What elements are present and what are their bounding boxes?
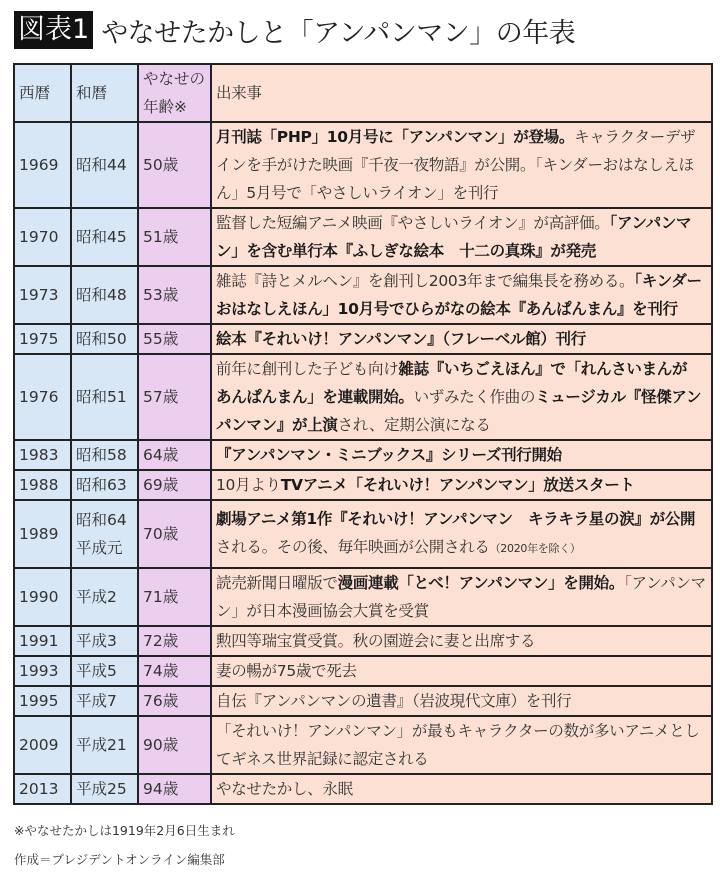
event-cell: [211, 656, 712, 686]
era-text: 昭和48: [76, 286, 127, 304]
age-cell: 53歳: [138, 266, 211, 324]
era-cell: [71, 122, 138, 208]
era-text: 昭和45: [76, 228, 127, 246]
table-row: [14, 324, 712, 354]
table-row: [14, 470, 712, 500]
year-cell: 1995: [14, 686, 71, 716]
era-text: 平成21: [76, 736, 127, 754]
event-text-bold: TVアニメ「それいけ！アンパンマン」放送スタート: [280, 476, 635, 494]
timeline-table: [13, 63, 713, 805]
table-row: [14, 500, 712, 568]
header-age-line2: 年齢※: [143, 98, 187, 116]
event-cell: [211, 354, 712, 440]
year-cell: 1988: [14, 470, 71, 500]
era-cell: [71, 208, 138, 266]
event-text: される。その後、毎年映画が公開される: [216, 538, 490, 556]
table-row: [14, 626, 712, 656]
era-text: 平成5: [76, 662, 117, 680]
age-cell: 72歳: [138, 626, 211, 656]
table-row: [14, 266, 712, 324]
event-text-bold: 「キンダーおはなしえほん」10月号でひらがなの絵本『あんぱんまん』を刊行: [216, 272, 702, 318]
year-cell: 1969: [14, 122, 71, 208]
table-row: [14, 122, 712, 208]
era-cell: [71, 324, 138, 354]
table-row: [14, 686, 712, 716]
era-cell: [71, 716, 138, 774]
age-cell: 74歳: [138, 656, 211, 686]
event-cell: [211, 500, 712, 568]
header-japanese-era: 和暦: [71, 64, 138, 122]
year-cell: 1983: [14, 440, 71, 470]
era-cell: [71, 686, 138, 716]
header-western-year: 西暦: [14, 64, 71, 122]
event-cell: [211, 208, 712, 266]
event-cell: [211, 324, 712, 354]
event-cell: [211, 716, 712, 774]
age-cell: 51歳: [138, 208, 211, 266]
header-event: 出来事: [211, 64, 712, 122]
event-cell: [211, 568, 712, 626]
event-text: 勲四等瑞宝賞受賞。秋の園遊会に妻と出席する: [216, 632, 536, 650]
age-cell: 70歳: [138, 500, 211, 568]
event-cell: [211, 626, 712, 656]
era-cell: [71, 656, 138, 686]
era-cell: [71, 470, 138, 500]
era-text: 平成3: [76, 632, 117, 650]
era-cell: [71, 500, 138, 568]
age-cell: 55歳: [138, 324, 211, 354]
event-text: 読売新聞日曜版で: [216, 574, 338, 592]
title-text: やなせたかしと「アンパンマン」の年表: [101, 17, 576, 49]
table-row: [14, 354, 712, 440]
table-row: [14, 716, 712, 774]
event-text: 監督した短編アニメ映画『やさしいライオン』が高評価。: [216, 214, 610, 232]
year-cell: 1973: [14, 266, 71, 324]
event-text-bold: 絵本『それいけ！アンパンマン』（フレーベル館）刊行: [216, 330, 586, 348]
year-cell: 1975: [14, 324, 71, 354]
event-text-bold: 雑誌『いちごえほん』で「れんさいまんが あんぱんまん」を連載開始。: [216, 360, 703, 406]
table-row: [14, 440, 712, 470]
event-cell: [211, 686, 712, 716]
credit: 作成＝プレジデントオンライン編集部: [14, 852, 225, 867]
event-text: いずみたく作曲の: [413, 388, 536, 406]
event-cell: [211, 774, 712, 804]
event-text: 雑誌『詩とメルヘン』を創刊し2003年まで編集長を務める。: [216, 272, 635, 290]
age-cell: 90歳: [138, 716, 211, 774]
year-cell: 1989: [14, 500, 71, 568]
table-header-row: [14, 64, 712, 122]
event-text: （2020年を除く）: [489, 542, 581, 555]
event-text: 妻の暢が75歳で死去: [216, 662, 357, 680]
event-text: 前年に創刊した子ども向け: [216, 360, 399, 378]
age-cell: 64歳: [138, 440, 211, 470]
era-cell: [71, 354, 138, 440]
table-row: [14, 208, 712, 266]
event-text-bold: 「アンパンマン」を含む単行本『ふしぎな絵本 十二の真珠』が発売: [216, 214, 692, 260]
event-cell: [211, 440, 712, 470]
era-text: 昭和50: [76, 330, 127, 348]
event-text: され、定期公演になる: [337, 416, 491, 434]
table-row: [14, 774, 712, 804]
era-text: 平成7: [76, 692, 117, 710]
event-text-bold: 劇場アニメ第1作『それいけ！アンパンマン キラキラ星の涙』が公開: [216, 510, 696, 528]
era-cell: [71, 626, 138, 656]
header-age-line1: やなせの: [143, 70, 206, 88]
era-text: 平成25: [76, 780, 127, 798]
year-cell: 1993: [14, 656, 71, 686]
event-text: 「アンパンマン」が日本漫画協会大賞を受賞: [216, 574, 706, 620]
event-text: 10月より: [216, 476, 281, 494]
table-row: [14, 568, 712, 626]
era-cell: [71, 440, 138, 470]
age-cell: 71歳: [138, 568, 211, 626]
event-text: 自伝『アンパンマンの遺書』（岩波現代文庫）を刊行: [216, 692, 572, 710]
event-text-bold: 『アンパンマン・ミニブックス』シリーズ刊行開始: [216, 446, 562, 464]
age-cell: 50歳: [138, 122, 211, 208]
event-text: 「それいけ！アンパンマン」が最もキャラクターの数が多いアニメとしてギネス世界記録に認定される: [216, 722, 700, 768]
event-text: やなせたかし、永眠: [216, 780, 353, 798]
era-text: 昭和58: [76, 446, 127, 464]
event-cell: [211, 122, 712, 208]
event-text-bold: 月刊誌「PHP」10月号に「アンパンマン」が登場。: [216, 128, 575, 146]
year-cell: 1991: [14, 626, 71, 656]
era-text: 昭和63: [76, 476, 127, 494]
year-cell: 1990: [14, 568, 71, 626]
age-cell: 76歳: [138, 686, 211, 716]
year-cell: 1976: [14, 354, 71, 440]
event-text-bold: ミュージカル『怪傑アンパンマン』が上演: [216, 388, 702, 434]
era-cell: [71, 774, 138, 804]
era-text: 昭和51: [76, 388, 127, 406]
era-cell: [71, 266, 138, 324]
year-cell: 1970: [14, 208, 71, 266]
figure-badge: 図表1: [14, 11, 93, 49]
era-text-2: 平成元: [76, 539, 123, 557]
era-text: 平成2: [76, 588, 117, 606]
era-text: 昭和44: [76, 156, 127, 174]
era-text: 昭和64: [76, 511, 127, 529]
era-cell: [71, 568, 138, 626]
chart-title: [14, 10, 575, 50]
year-cell: 2009: [14, 716, 71, 774]
age-cell: 94歳: [138, 774, 211, 804]
event-text: キャラクターデザインを手がけた映画『千夜一夜物語』が公開。「キンダーおはなしえほん」5月号で「やさしいライオン」を刊行: [216, 128, 696, 202]
event-text-bold: 漫画連載「とべ！アンパンマン」を開始。: [337, 574, 625, 592]
event-cell: [211, 470, 712, 500]
age-cell: 57歳: [138, 354, 211, 440]
table-row: [14, 656, 712, 686]
age-cell: 69歳: [138, 470, 211, 500]
footnote: ※やなせたかしは1919年2月6日生まれ: [14, 823, 235, 838]
year-cell: 2013: [14, 774, 71, 804]
header-age: [138, 64, 211, 122]
event-cell: [211, 266, 712, 324]
